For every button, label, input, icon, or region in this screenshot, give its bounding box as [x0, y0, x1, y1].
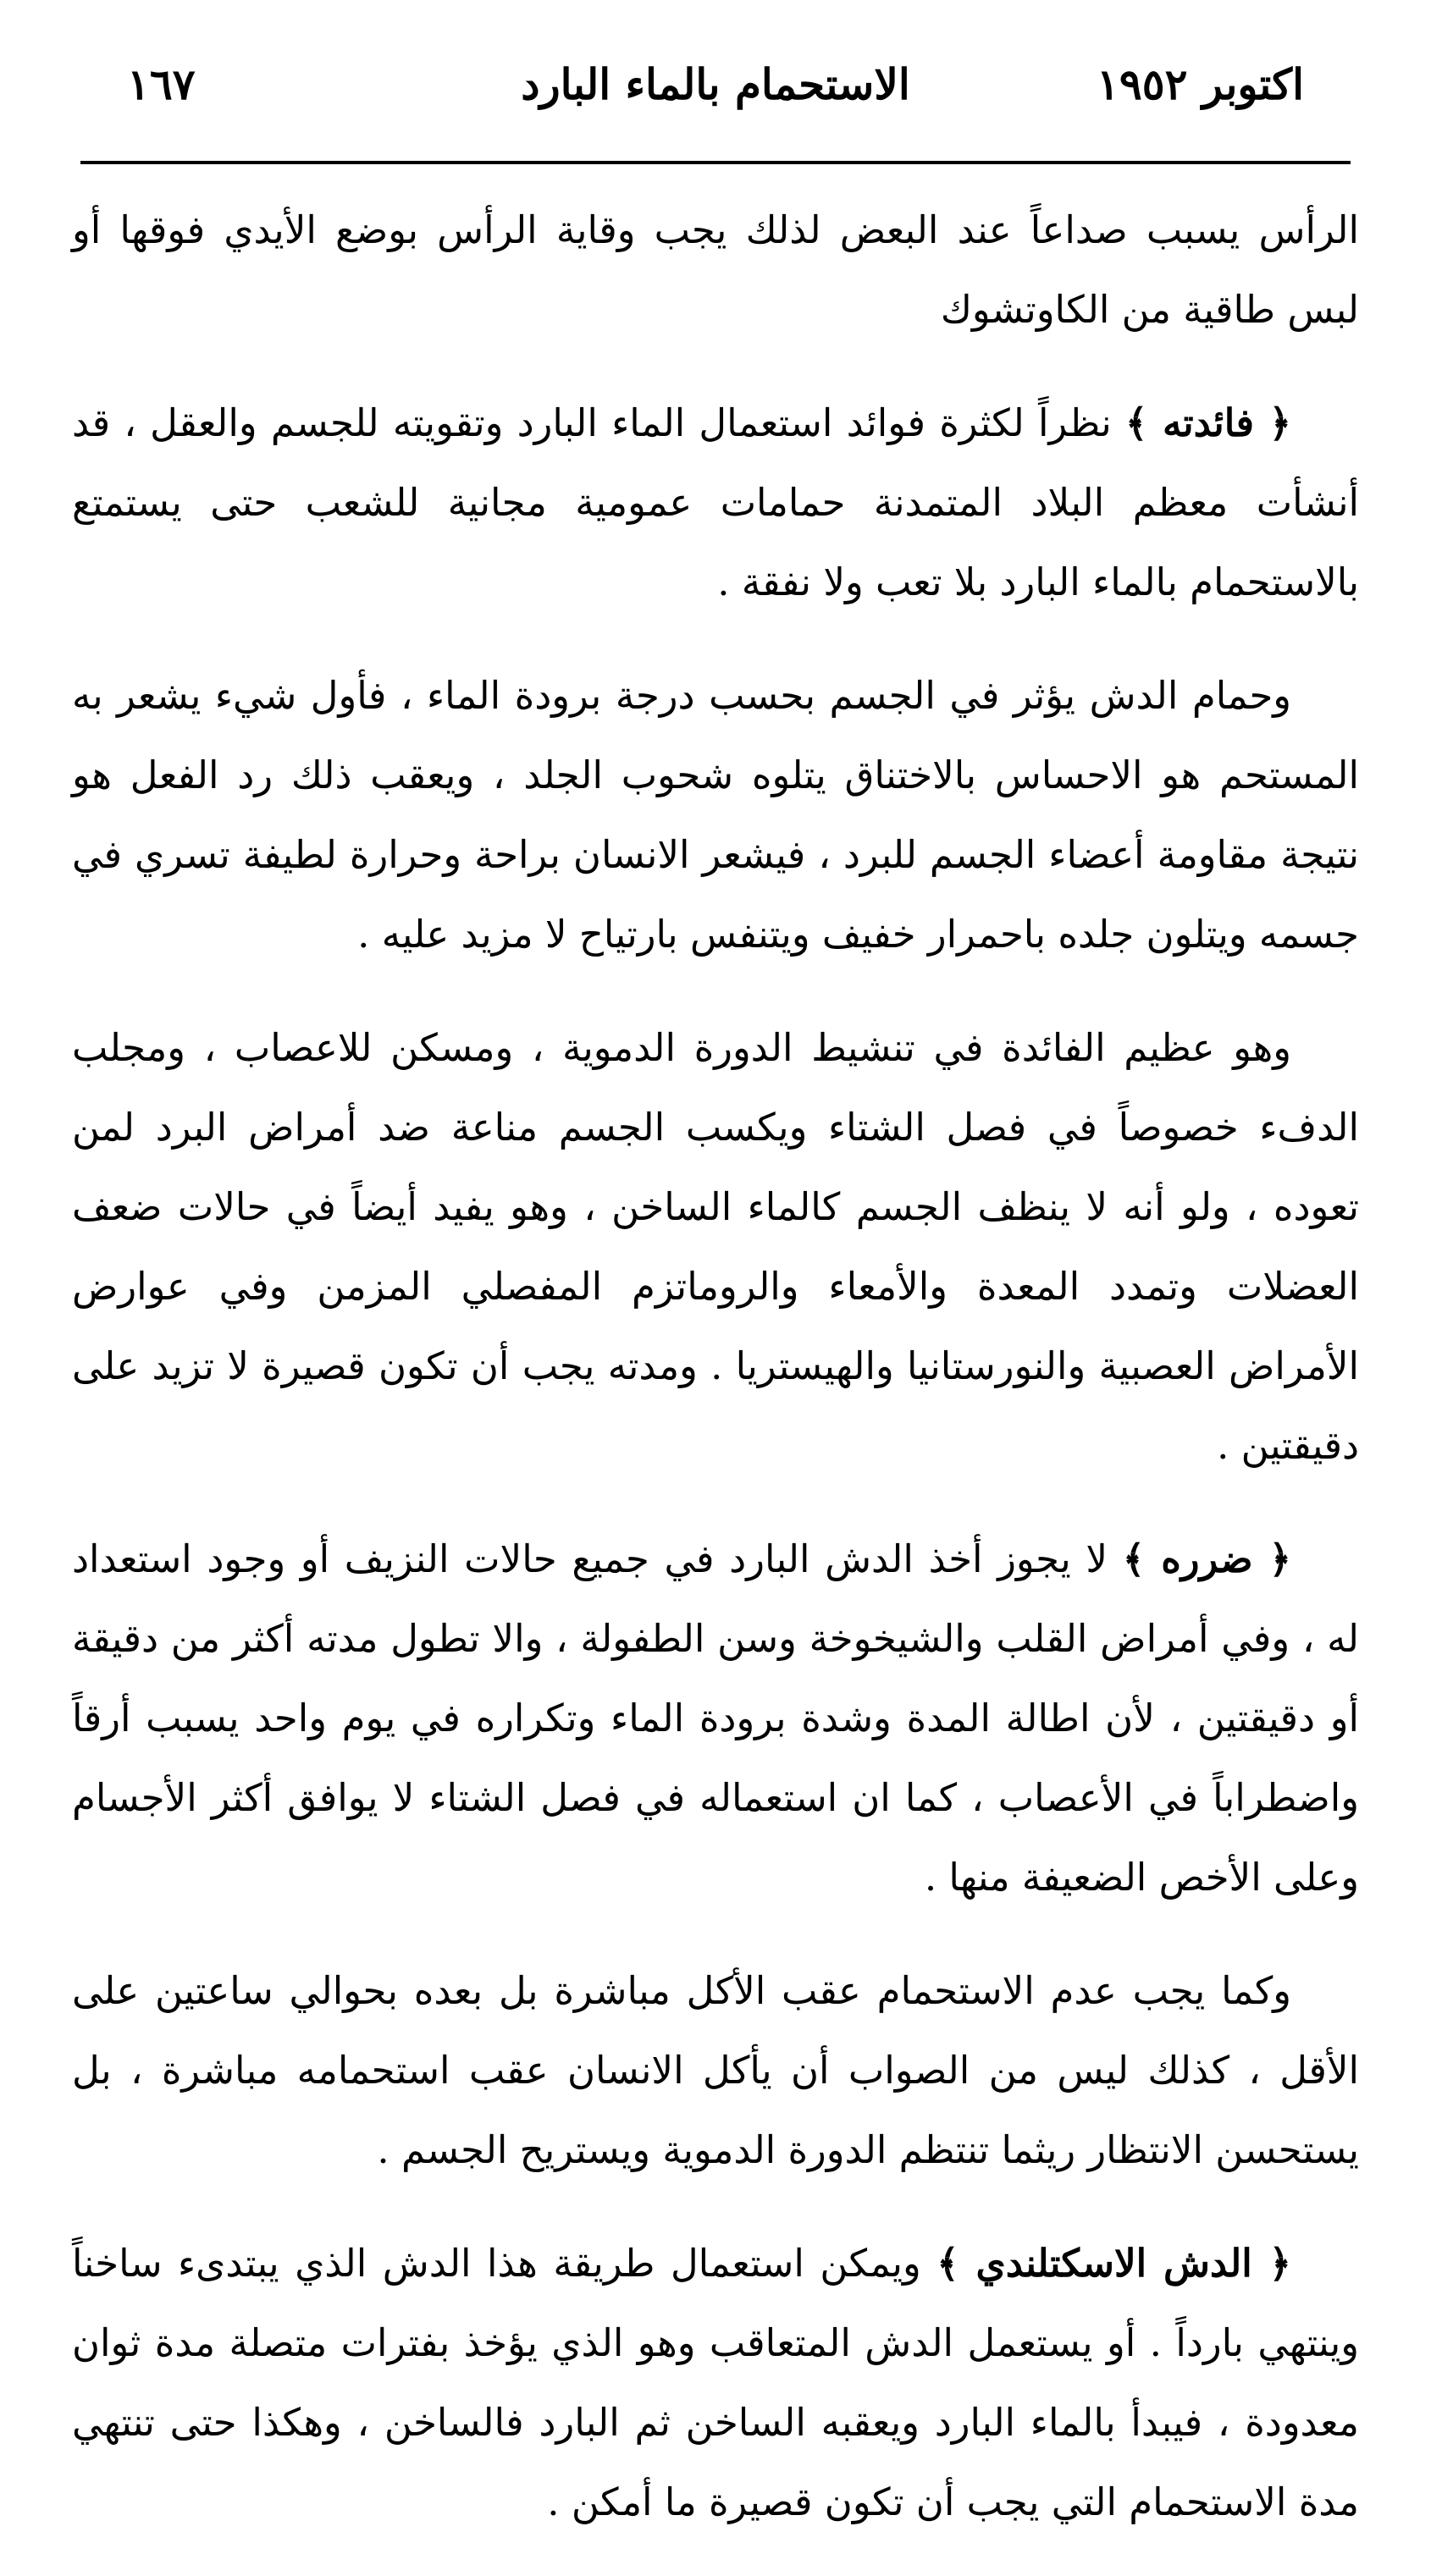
- paragraph-harms: [72, 1520, 1359, 1917]
- paragraph-continuation: [72, 190, 1359, 350]
- paragraph-text: وحمام الدش يؤثر في الجسم بحسب درجة برودة الماء ، فأول شيء يشعر به المستحم هو الاحساس بالاختناق يتلوه شحوب الجلد ، ويعقب ذلك رد الفعل هو نتيجة مقاومة أعضاء الجسم للبرد ، فيشعر الانسان براحة وحرارة لطيفة تسري في جسمه ويتلون جلده باحمرار خفيف ويتنفس بارتياح لا مزيد عليه .: [72, 673, 1359, 957]
- header-rule: [80, 161, 1351, 164]
- paragraph-text: ويمكن استعمال طريقة هذا الدش الذي يبتدىء ساخناً وينتهي بارداً . أو يستعمل الدش المتعاقب وهو الذي يؤخذ بفترات متصلة مدة ثوان معدودة ، فيبدأ بالماء البارد ويعقبه الساخن ثم البارد فالساخن ، وهكذا حتى تنتهي مدة الاستحمام التي يجب أن تكون قصيرة ما أمكن .: [72, 2241, 1359, 2524]
- paragraph-text: وكما يجب عدم الاستحمام عقب الأكل مباشرة بل بعده بحوالي ساعتين على الأقل ، كذلك ليس من الصواب أن يأكل الانسان عقب استحمامه مباشرة ، بل يستحسن الانتظار ريثما تنتظم الدورة الدموية ويستريح الجسم .: [72, 1968, 1359, 2172]
- paragraph-effects: [72, 656, 1359, 974]
- section-keyword: ﴿ ضرره ﴾: [1122, 1536, 1291, 1581]
- article-body: [72, 190, 1359, 2576]
- issue-date: اكتوبر ١٩٥٢: [1097, 59, 1304, 109]
- paragraph-text: نظراً لكثرة فوائد استعمال الماء البارد وتقويته للجسم والعقل ، قد أنشأت معظم البلاد المتمدنة حمامات عمومية مجانية للشعب حتى يستمتع بالاستحمام بالماء البارد بلا تعب ولا نفقة .: [72, 400, 1359, 604]
- paragraph-text: لا يجوز أخذ الدش البارد في جميع حالات النزيف أو وجود استعداد له ، وفي أمراض القلب والشيخوخة وسن الطفولة ، والا تطول مدته أكثر من دقيقة أو دقيقتين ، لأن اطالة المدة وشدة برودة الماء وتكراره في يوم واحد يسبب أرقاً واضطراباً في الأعصاب ، كما ان استعماله في فصل الشتاء لا يوافق أكثر الأجسام وعلى الأخص الضعيفة منها .: [72, 1536, 1359, 1900]
- paragraph-text: وهو عظيم الفائدة في تنشيط الدورة الدموية ، ومسكن للاعصاب ، ومجلب الدفء خصوصاً في فصل الشتاء ويكسب الجسم مناعة ضد أمراض البرد لمن تعوده ، ولو أنه لا ينظف الجسم كالماء الساخن ، وهو يفيد أيضاً في حالات ضعف العضلات وتمدد المعدة والأمعاء والروماتزم المفصلي المزمن وفي عوارض الأمراض العصبية والنورستانيا والهيستريا . ومدته يجب أن تكون قصيرة لا تزيد على دقيقتين .: [72, 1025, 1359, 1468]
- section-keyword: ﴿ فائدته ﴾: [1125, 400, 1291, 445]
- paragraph-text: الرأس يسبب صداعاً عند البعض لذلك يجب وقاية الرأس بوضع الأيدي فوقها أو لبس طاقية من الكاوتشوك: [72, 207, 1359, 332]
- paragraph-uses: [72, 1008, 1359, 1486]
- paragraph-meal-timing: [72, 1951, 1359, 2190]
- page-header: [127, 51, 1304, 119]
- paragraph-scottish-shower: [72, 2224, 1359, 2542]
- section-keyword: ﴿ الدش الاسكتلندي ﴾: [937, 2241, 1291, 2286]
- page-number: ١٦٧: [127, 59, 196, 109]
- paragraph-benefits: [72, 383, 1359, 622]
- running-title: الاستحمام بالماء البارد: [521, 59, 910, 109]
